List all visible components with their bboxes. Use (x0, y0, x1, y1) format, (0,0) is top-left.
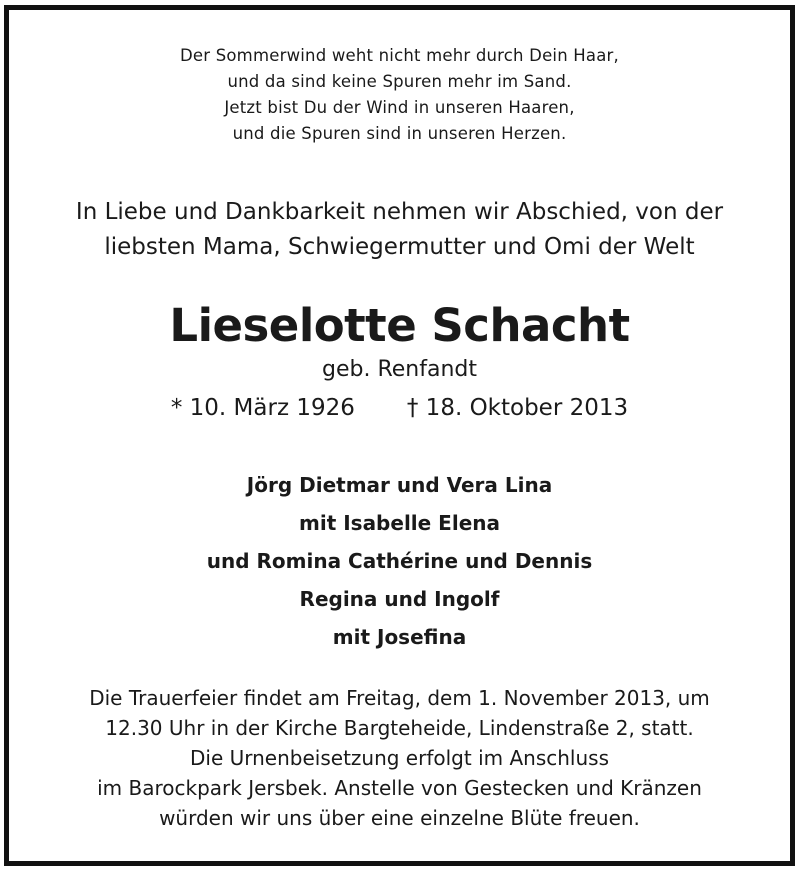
intro-line: liebsten Mama, Schwiegermutter und Omi der Welt (104, 234, 695, 260)
death-date: † 18. Oktober 2013 (406, 395, 629, 421)
family-line: Jörg Dietmar und Vera Lina (246, 473, 553, 497)
family-line: mit Josefina (332, 625, 467, 649)
service-line: würden wir uns über eine einzelne Blüte freuen. (159, 806, 640, 830)
family-line: mit Isabelle Elena (299, 511, 500, 535)
family-line: und Romina Cathérine und Dennis (206, 549, 593, 573)
poem-line: Jetzt bist Du der Wind in unseren Haaren, (224, 98, 575, 117)
poem-line: und da sind keine Spuren mehr im Sand. (227, 72, 572, 91)
service-details (9, 683, 790, 833)
service-line: im Barockpark Jersbek. Anstelle von Gestecken und Kränzen (97, 776, 702, 800)
intro-line: In Liebe und Dankbarkeit nehmen wir Abschied, von der (75, 199, 724, 225)
birth-date: * 10. März 1926 (170, 395, 355, 421)
poem (9, 43, 790, 147)
birth-name: geb. Renfandt (322, 357, 477, 382)
life-dates (9, 392, 790, 424)
service-line: 12.30 Uhr in der Kirche Bargteheide, Lindenstraße 2, statt. (105, 716, 694, 740)
service-line: Die Urnenbeisetzung erfolgt im Anschluss (190, 746, 609, 770)
farewell-intro (9, 195, 790, 265)
family-list (9, 466, 790, 656)
deceased-name: Lieselotte Schacht (169, 299, 630, 352)
poem-line: Der Sommerwind weht nicht mehr durch Dein Haar, (180, 46, 619, 65)
obituary-notice (4, 5, 795, 866)
family-line: Regina und Ingolf (299, 587, 500, 611)
service-line: Die Trauerfeier findet am Freitag, dem 1. November 2013, um (89, 686, 710, 710)
poem-line: und die Spuren sind in unseren Herzen. (232, 124, 567, 143)
